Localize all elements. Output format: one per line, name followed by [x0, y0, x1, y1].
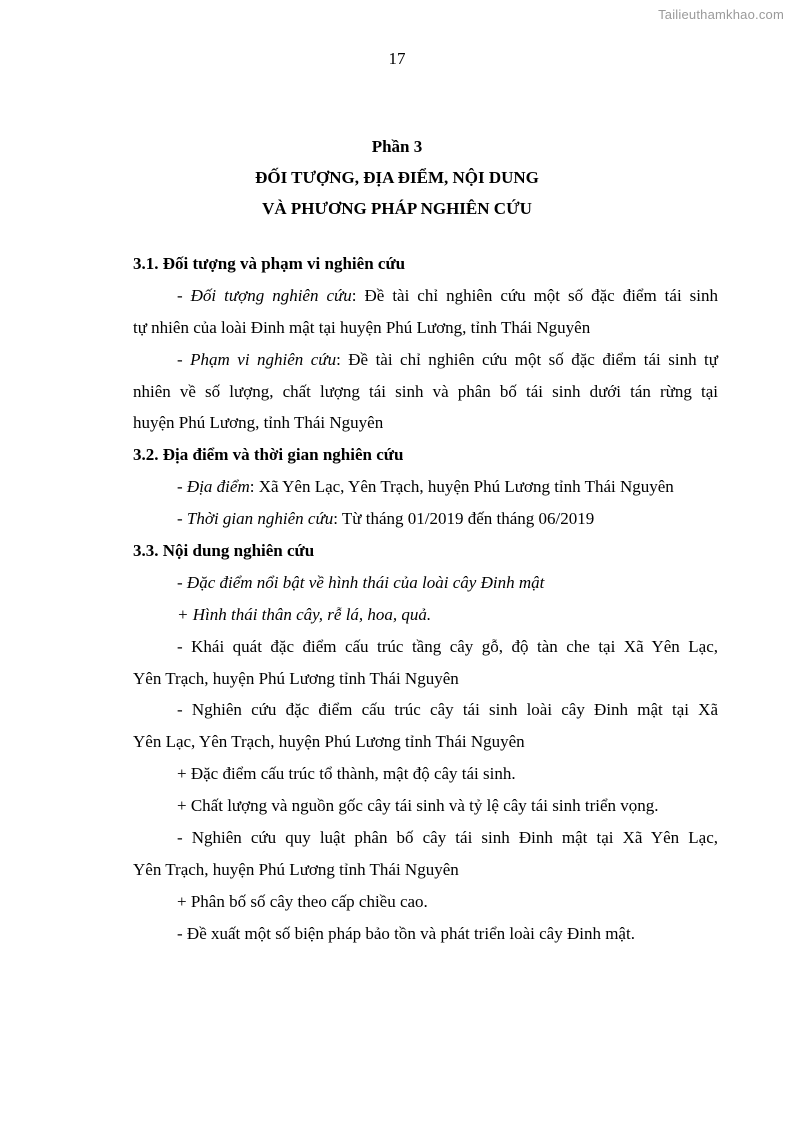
- list-item-hinh-thai-detail: + Hình thái thân cây, rễ lá, hoa, quả.: [177, 604, 432, 624]
- section-heading-3-2: 3.2. Địa điểm và thời gian nghiên cứu: [133, 445, 404, 465]
- section-heading-3-3: 3.3. Nội dung nghiên cứu: [133, 541, 315, 561]
- bullet-dash: -: [177, 285, 191, 305]
- list-item-chieu-cao: + Phân bố số cây theo cấp chiều cao.: [177, 891, 428, 911]
- part-label: Phần 3: [371, 137, 423, 156]
- list-item-phan-bo-line-1: - Nghiên cứu quy luật phân bố cây tái sinh Đinh mật tại Xã Yên Lạc,: [177, 828, 718, 848]
- label-thoi-gian: Thời gian nghiên cứu: [186, 509, 334, 529]
- page-number: 17: [388, 49, 406, 68]
- bullet-dash: -: [177, 349, 191, 369]
- text-doi-tuong: : Đề tài chỉ nghiên cứu một số đặc điểm tái sinh: [351, 285, 719, 305]
- paragraph-pham-vi-line-2: nhiên về số lượng, chất lượng tái sinh và phân bố tái sinh dưới tán rừng tại: [133, 381, 718, 401]
- list-item-cau-truc-tang-line-1: - Khái quát đặc điểm cấu trúc tầng cây gỗ, độ tàn che tại Xã Yên Lạc,: [177, 636, 718, 656]
- paragraph-doi-tuong-line-1: [133, 280, 718, 312]
- label-dia-diem: Địa điểm: [186, 477, 250, 497]
- list-item-de-xuat: - Đề xuất một số biện pháp bảo tồn và phát triển loài cây Đinh mật.: [177, 923, 635, 943]
- document-body: [133, 248, 718, 950]
- chapter-title: [0, 131, 794, 224]
- list-item-hinh-thai: - Đặc điểm nổi bật về hình thái của loài cây Đinh mật: [177, 572, 545, 592]
- list-item-to-thanh: + Đặc điểm cấu trúc tổ thành, mật độ cây tái sinh.: [177, 764, 516, 784]
- list-item-cay-tai-sinh-line-2: Yên Lạc, Yên Trạch, huyện Phú Lương tỉnh Thái Nguyên: [133, 732, 525, 752]
- bullet-dash: -: [177, 477, 187, 497]
- bullet-dash: -: [177, 509, 187, 529]
- list-item-cay-tai-sinh-line-1: - Nghiên cứu đặc điểm cấu trúc cây tái sinh loài cây Đinh mật tại Xã: [177, 700, 718, 720]
- paragraph-doi-tuong-line-2: tự nhiên của loài Đinh mật tại huyện Phú Lương, tỉnh Thái Nguyên: [133, 317, 591, 337]
- paragraph-thoi-gian: [133, 503, 718, 535]
- section-heading-3-1: 3.1. Đối tượng và phạm vi nghiên cứu: [133, 254, 406, 273]
- text-thoi-gian: : Từ tháng 01/2019 đến tháng 06/2019: [333, 509, 595, 529]
- paragraph-pham-vi-line-3: huyện Phú Lương, tỉnh Thái Nguyên: [133, 413, 384, 433]
- watermark: Tailieuthamkhao.com: [658, 7, 784, 22]
- label-doi-tuong: Đối tượng nghiên cứu: [190, 285, 352, 305]
- text-dia-diem: : Xã Yên Lạc, Yên Trạch, huyện Phú Lương tỉnh Thái Nguyên: [249, 477, 674, 497]
- text-pham-vi: : Đề tài chỉ nghiên cứu một số đặc điểm tái sinh tự: [336, 349, 718, 369]
- title-line-1: ĐỐI TƯỢNG, ĐỊA ĐIỂM, NỘI DUNG: [255, 168, 539, 187]
- list-item-chat-luong: + Chất lượng và nguồn gốc cây tái sinh và tỷ lệ cây tái sinh triển vọng.: [177, 796, 659, 816]
- paragraph-dia-diem: [133, 471, 718, 503]
- label-pham-vi: Phạm vi nghiên cứu: [190, 349, 337, 369]
- list-item-cau-truc-tang-line-2: Yên Trạch, huyện Phú Lương tỉnh Thái Nguyên: [133, 668, 459, 688]
- list-item-phan-bo-line-2: Yên Trạch, huyện Phú Lương tỉnh Thái Nguyên: [133, 859, 459, 879]
- title-line-2: VÀ PHƯƠNG PHÁP NGHIÊN CỨU: [262, 199, 532, 218]
- paragraph-pham-vi-line-1: [133, 344, 718, 376]
